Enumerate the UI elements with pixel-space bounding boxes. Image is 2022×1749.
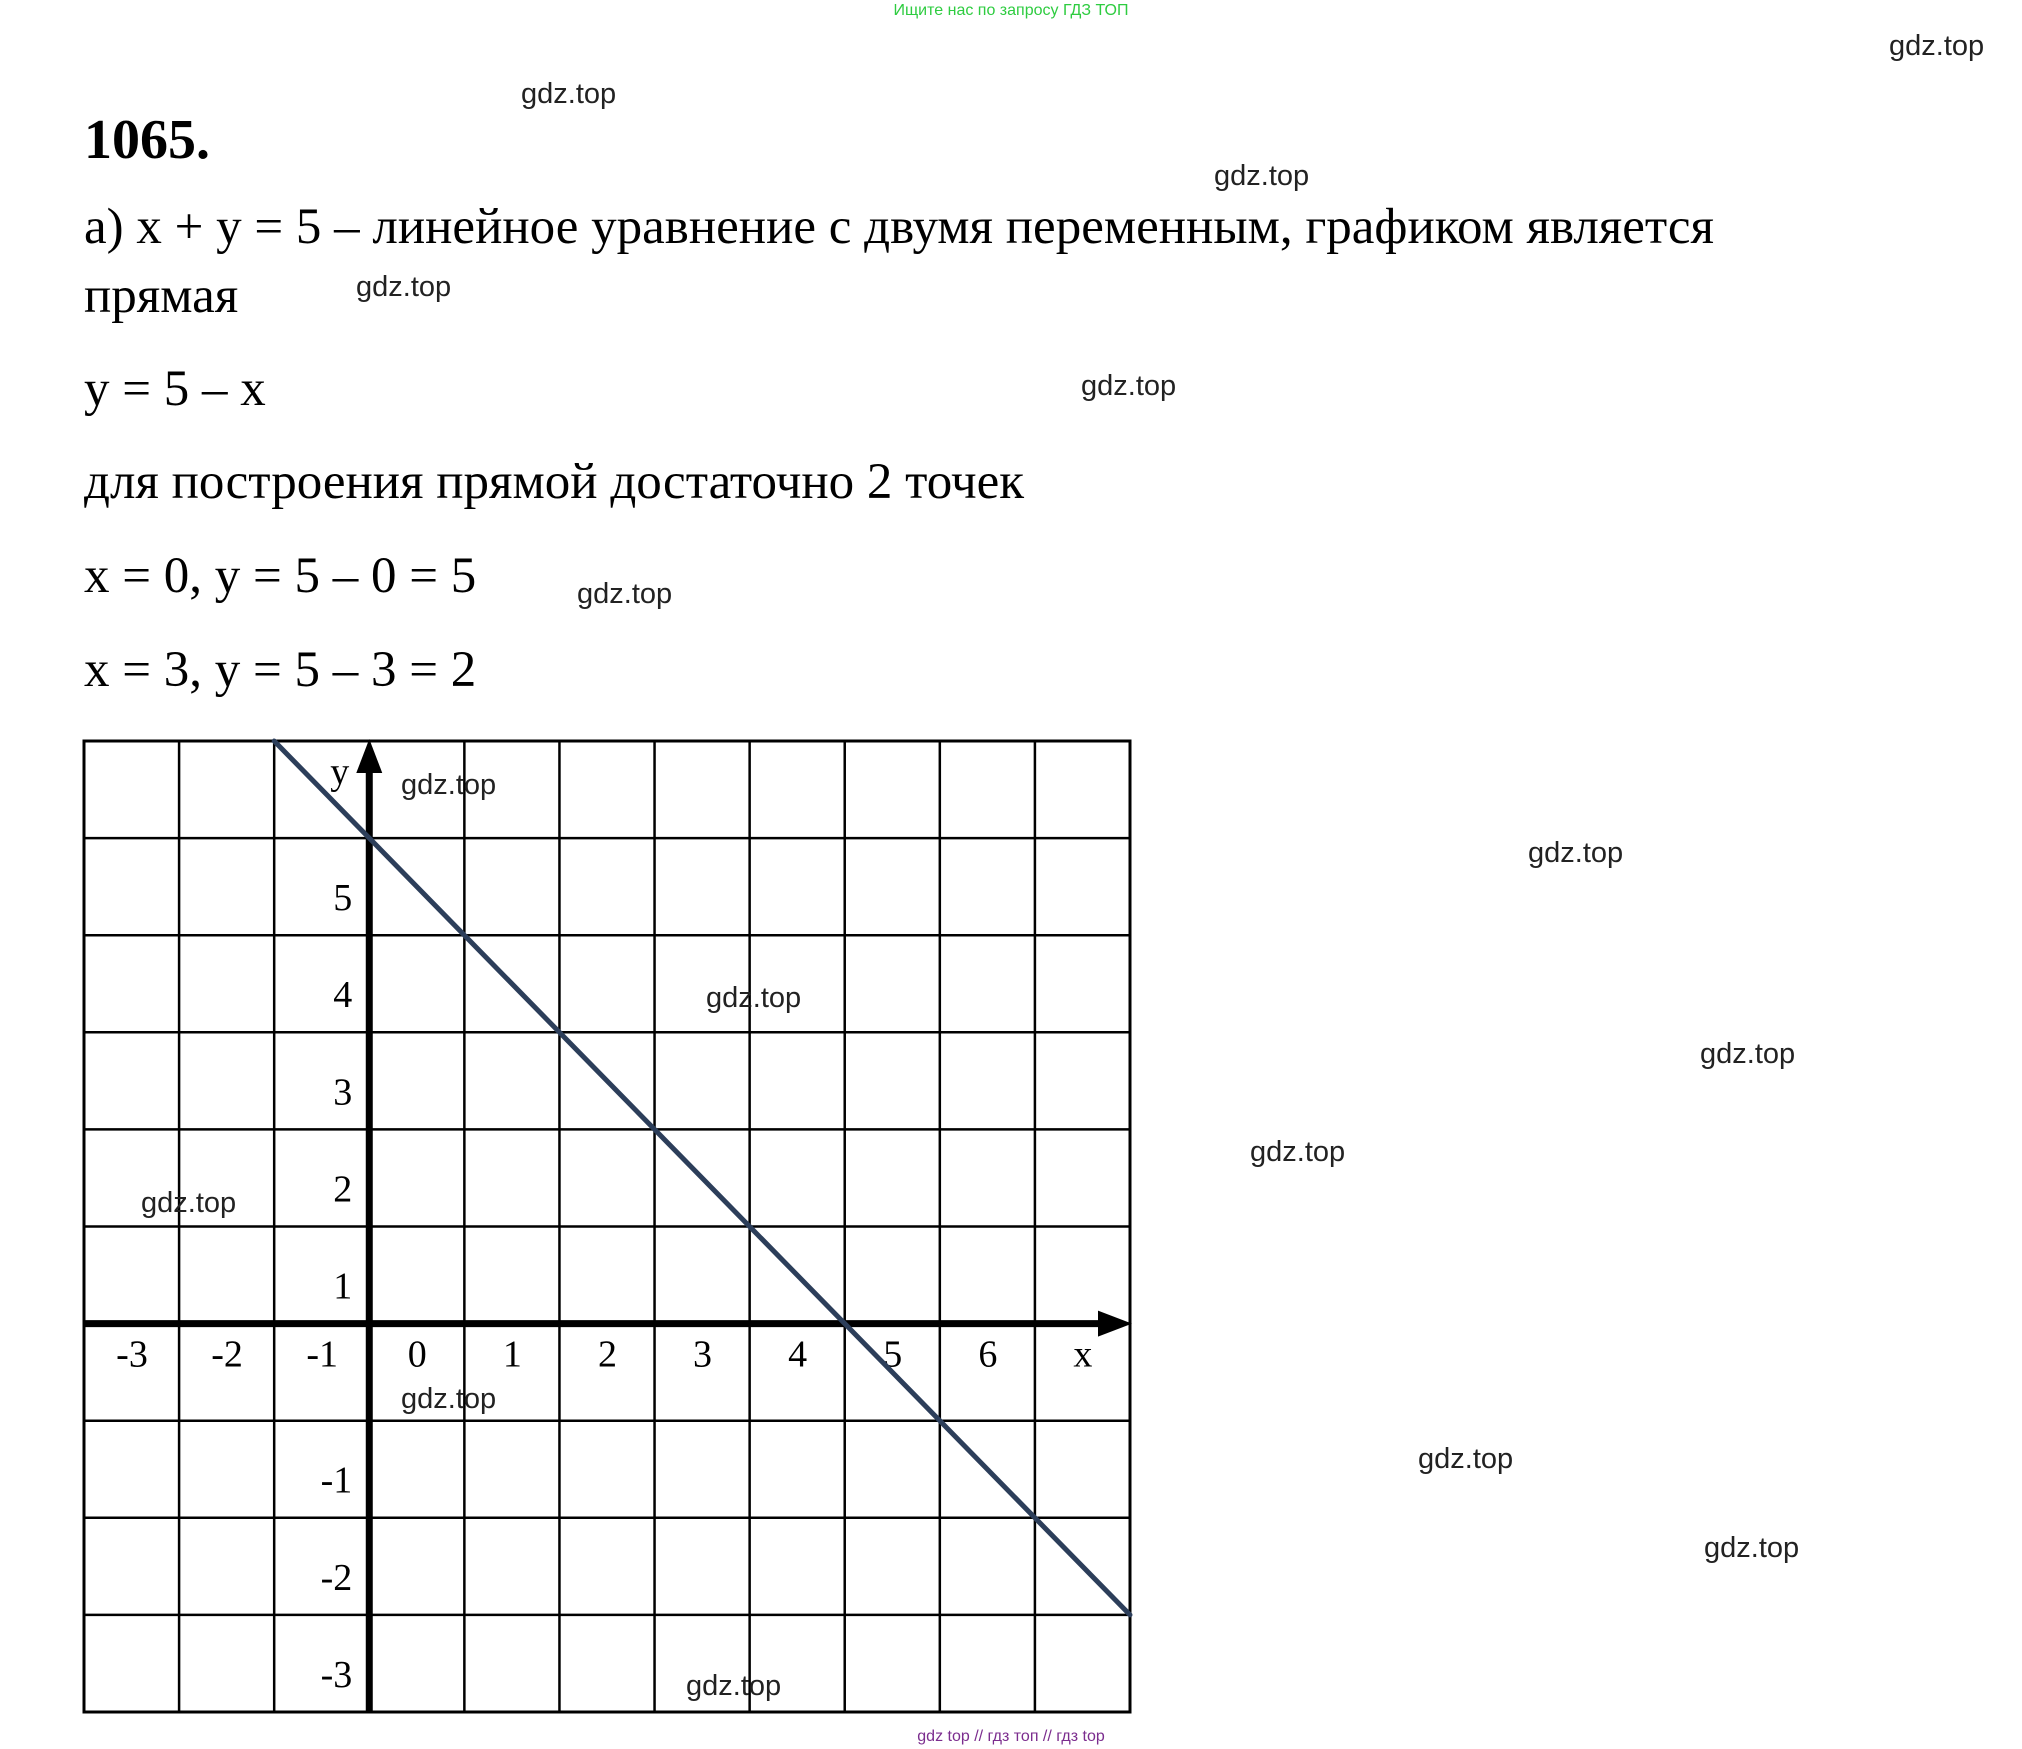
watermark-text: gdz.top <box>706 982 802 1014</box>
watermark-text: gdz.top <box>521 78 617 110</box>
x-tick-label: -3 <box>116 1333 148 1376</box>
watermark-text: gdz.top <box>1700 1038 1796 1070</box>
x-tick-label: 0 <box>407 1333 427 1376</box>
x-tick-label: 5 <box>883 1333 903 1376</box>
y-tick-label: 2 <box>333 1168 353 1211</box>
y-axis-arrow <box>356 739 382 773</box>
x-tick-label: -2 <box>211 1333 243 1376</box>
y-tick-label: 1 <box>333 1265 353 1308</box>
problem-number: 1065. <box>84 109 210 171</box>
x-axis-arrow <box>1098 1311 1132 1337</box>
y-tick-label: -1 <box>320 1459 353 1502</box>
point-2-line: x = 3, y = 5 – 3 = 2 <box>84 642 477 698</box>
watermark-text: gdz.top <box>1704 1532 1800 1564</box>
tick-labels <box>116 751 1092 1696</box>
grid-border <box>84 741 1130 1712</box>
grid <box>84 741 1130 1712</box>
statement-line-1: а) x + y = 5 – линейное уравнение с двумя переменным, графиком является <box>84 199 1714 255</box>
series <box>274 741 1130 1615</box>
x-tick-label: 1 <box>502 1333 522 1376</box>
y-tick-label: 5 <box>333 877 353 920</box>
watermark-text: gdz.top <box>401 769 497 801</box>
explanation-line: для построения прямой достаточно 2 точек <box>84 454 1025 510</box>
footer-links: gdz top // гдз топ // гдз top <box>917 1728 1105 1745</box>
watermark-text: gdz.top <box>1081 370 1177 402</box>
x-tick-label: -1 <box>306 1333 339 1376</box>
x-tick-label: 2 <box>597 1333 617 1376</box>
watermark-text: gdz.top <box>577 578 673 610</box>
x-tick-label: 3 <box>693 1333 713 1376</box>
axes <box>84 739 1132 1712</box>
watermark-text: gdz.top <box>356 271 452 303</box>
watermark-text: gdz.top <box>401 1383 497 1415</box>
watermark-text: gdz.top <box>1214 160 1310 192</box>
point-1-line: x = 0, y = 5 – 0 = 5 <box>84 548 477 604</box>
y-axis-label: y <box>330 751 350 793</box>
watermark-text: gdz.top <box>141 1187 237 1219</box>
x-axis-label: x <box>1073 1333 1093 1376</box>
y-tick-label: 3 <box>333 1071 353 1114</box>
watermark-text: gdz.top <box>1889 30 1985 62</box>
y-tick-label: -2 <box>320 1556 353 1599</box>
watermark-text: gdz.top <box>1528 837 1624 869</box>
y-tick-label: -3 <box>320 1653 353 1696</box>
top-banner: Ищите нас по запросу ГДЗ ТОП <box>893 2 1129 19</box>
y-tick-label: 4 <box>333 974 353 1017</box>
formula-line: y = 5 – x <box>84 361 266 417</box>
statement-line-2: прямая <box>84 268 239 324</box>
watermark-text: gdz.top <box>686 1670 782 1702</box>
x-tick-label: 6 <box>978 1333 998 1376</box>
watermark-text: gdz.top <box>1250 1136 1346 1168</box>
watermark-text: gdz.top <box>1418 1443 1514 1475</box>
series-line <box>274 741 1130 1615</box>
x-tick-label: 4 <box>788 1333 808 1376</box>
